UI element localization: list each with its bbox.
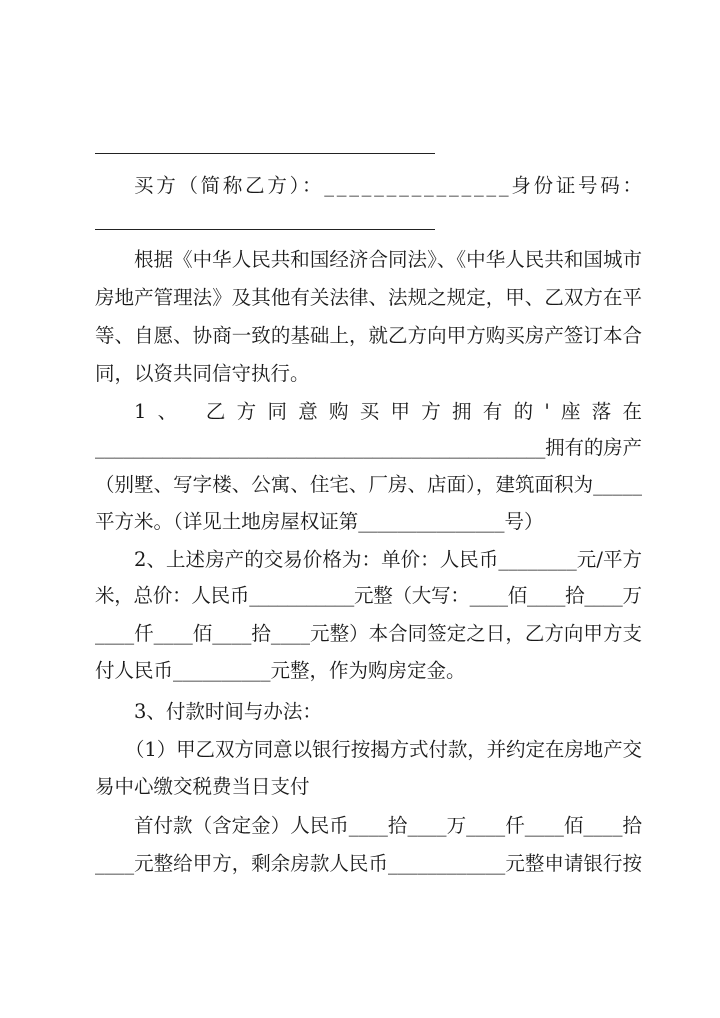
down-payment-line-1: 首付款（含定金）人民币____拾____万____仟____佰____拾 (134, 814, 643, 837)
seller-id-blank-line (95, 153, 435, 154)
clause-3-1-line-2: 易中心缴交税费当日支付 (95, 775, 310, 798)
clause-2-line-2: 米，总价：人民币___________元整（大写：____佰____拾____万 (95, 584, 642, 607)
preamble-line-1: 根据《中华人民共和国经济合同法》、《中华人民共和国城市 (134, 248, 643, 271)
clause-3-heading: 3、付款时间与办法： (134, 700, 322, 723)
buyer-line: 买方（简称乙方）：_______________身份证号码： (134, 174, 645, 197)
buyer-id-blank-line (95, 229, 435, 230)
clause-1-line-2: _______________________________________________拥有的房产 (95, 436, 642, 459)
clause-1-line-1: 1、 乙方同意购买甲方拥有的'座落在 (134, 400, 654, 423)
clause-2-line-3: ____仟____佰____拾____元整）本合同签定之日，乙方向甲方支 (95, 622, 643, 645)
down-payment-line-2: ____元整给甲方，剩余房款人民币____________元整申请银行按 (95, 852, 643, 875)
clause-1-line-3: （别墅、写字楼、公寓、住宅、厂房、店面），建筑面积为_____ (95, 473, 643, 496)
preamble-line-4: 同，以资共同信守执行。 (95, 362, 310, 385)
clause-3-1-line-1: （1）甲乙双方同意以银行按揭方式付款，并约定在房地产交 (125, 738, 642, 761)
preamble-line-3: 等、自愿、协商一致的基础上，就乙方向甲方购买房产签订本合 (95, 324, 643, 347)
clause-1-line-4: 平方米。（详见土地房屋权证第_______________号） (95, 510, 544, 533)
preamble-line-2: 房地产管理法》及其他有关法律、法规之规定，甲、乙双方在平 (95, 286, 643, 309)
clause-2-line-4: 付人民币__________元整，作为购房定金。 (95, 659, 466, 682)
clause-2-line-1: 2、上述房产的交易价格为：单价：人民币________元/平方 (134, 548, 643, 571)
